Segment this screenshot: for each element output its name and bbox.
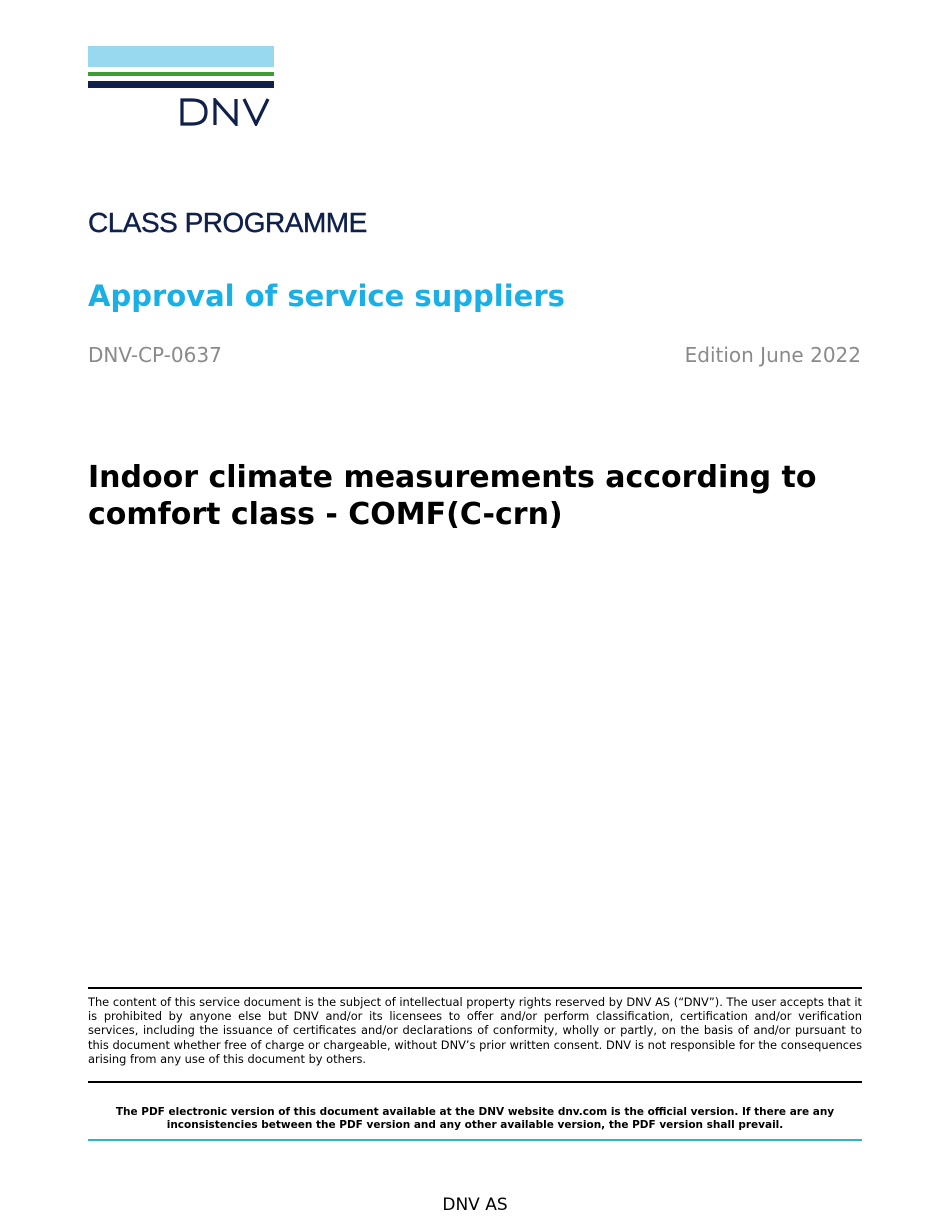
- logo-navy-band: [88, 81, 274, 88]
- logo-green-band: [88, 72, 274, 76]
- divider-middle: [88, 1081, 862, 1083]
- dnv-logo: [88, 46, 274, 128]
- document-title: Indoor climate measurements according to comfort class - COMF(C-crn): [88, 460, 817, 532]
- copyright-disclaimer: The content of this service document is the subject of intellectual property rights reserved by DNV AS (“DNV”). The user accepts that it is prohibited by anyone else but DNV and/or its licensees to offer and/or perform classification, certification and/or verification services, including the issuance of certificates and/or declarations of conformity, wholly or partly, on the basis of and/or pursuant to this document whether free of charge or chargeable, without DNV’s prior written consent. DNV is not responsible for the consequences arising from any use of this document by others.: [88, 995, 862, 1066]
- document-subtitle: Approval of service suppliers: [88, 279, 565, 313]
- divider-top: [88, 987, 862, 989]
- programme-type: CLASS PROGRAMME: [88, 207, 367, 238]
- document-number: DNV-CP-0637: [88, 343, 222, 367]
- publisher-footer: DNV AS: [442, 1195, 508, 1215]
- logo-sky-band: [88, 46, 274, 67]
- official-version-notice: The PDF electronic version of this document available at the DNV website dnv.com is the official version. If there are any inconsistencies between the PDF version and any other available version, the PDF version shall prevail.: [115, 1106, 835, 1131]
- divider-bottom: [88, 1139, 862, 1141]
- logo-wordmark: [180, 98, 272, 126]
- edition-date: Edition June 2022: [684, 343, 861, 367]
